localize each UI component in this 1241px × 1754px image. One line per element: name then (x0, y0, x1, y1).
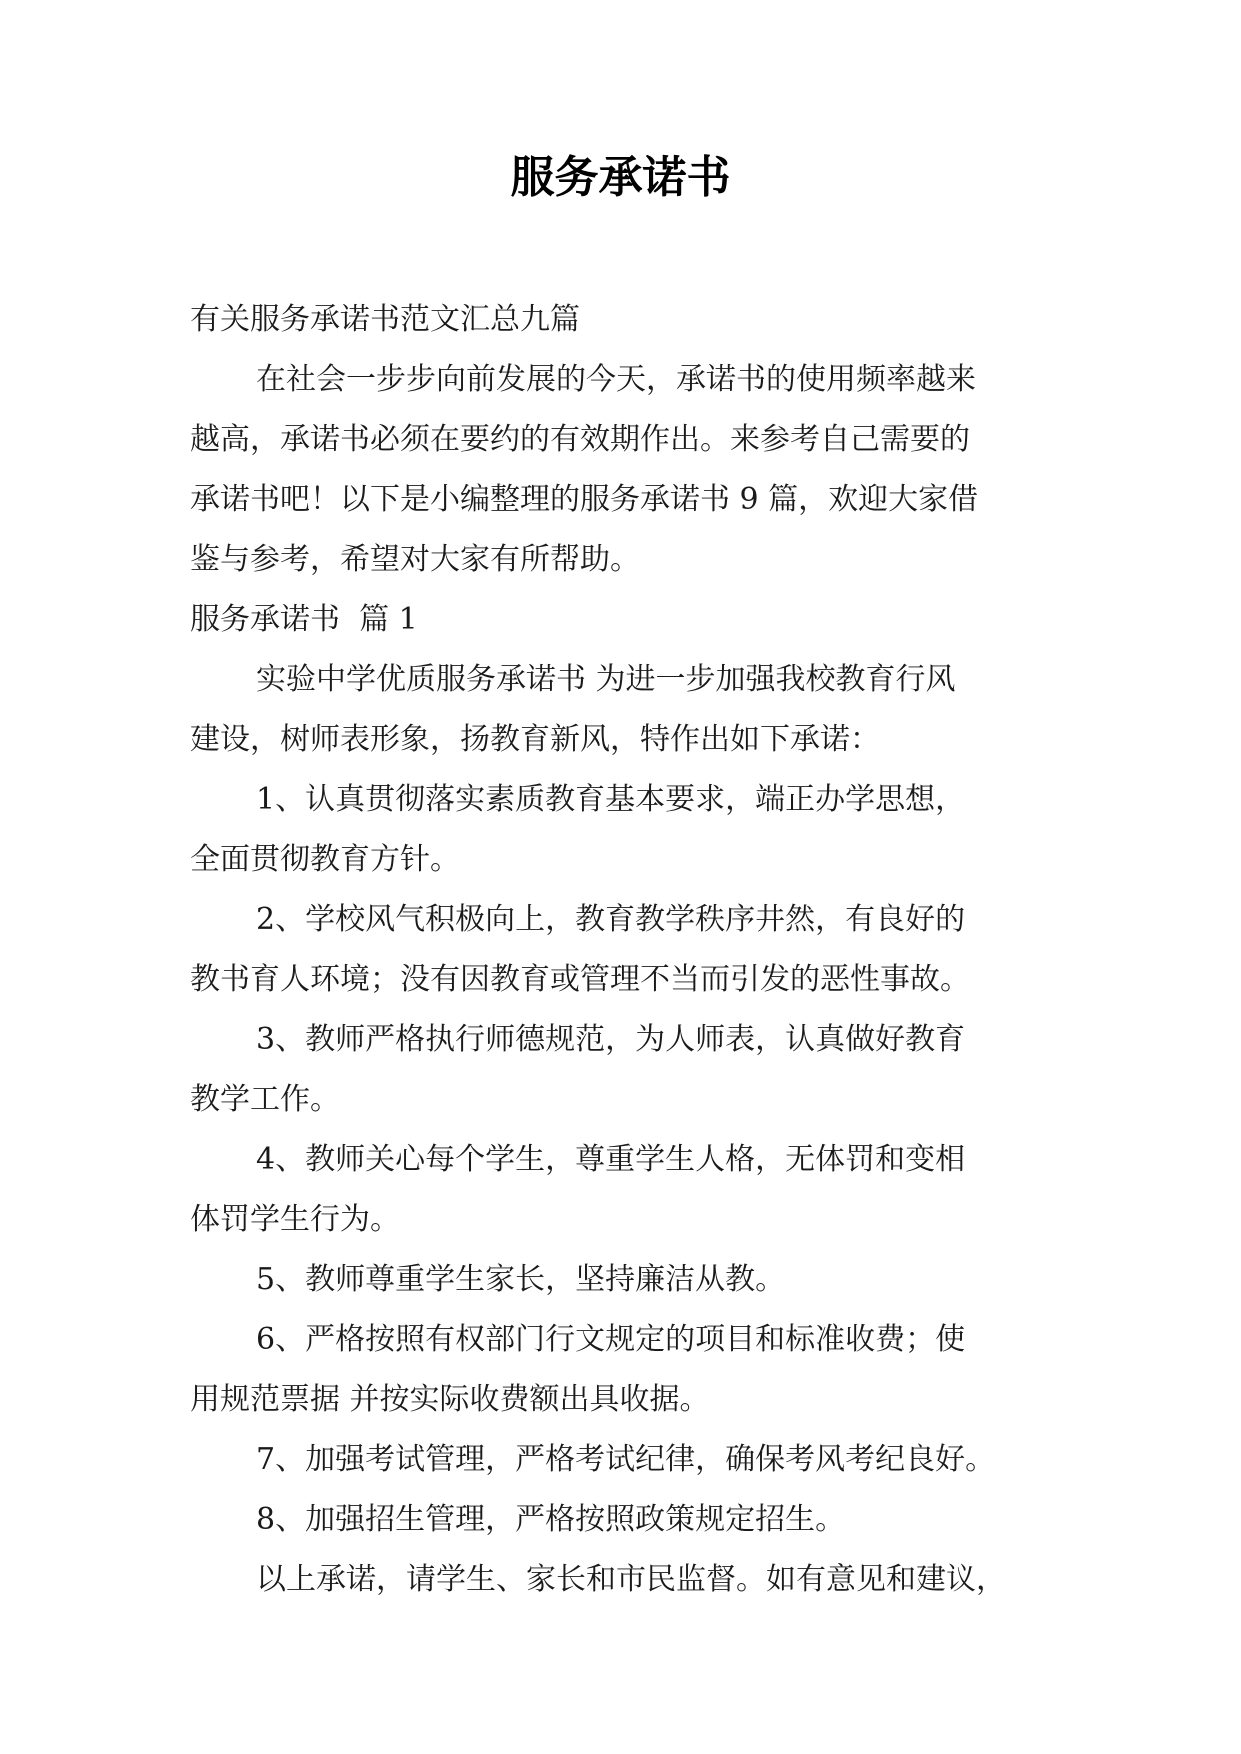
paragraph-line: 鉴与参考，希望对大家有所帮助。 (190, 542, 640, 577)
paragraph-line: 建设，树师表形象，扬教育新风，特作出如下承诺： (190, 722, 880, 757)
document-title: 服务承诺书 (510, 152, 731, 203)
list-item-line: 7、加强考试管理，严格考试纪律，确保考风考纪良好。 (256, 1442, 996, 1477)
paragraph-line: 承诺书吧！以下是小编整理的服务承诺书 9 篇，欢迎大家借 (190, 482, 979, 517)
list-item-line: 2、学校风气积极向上，教育教学秩序井然，有良好的 (256, 902, 966, 937)
list-item-line: 8、加强招生管理，严格按照政策规定招生。 (256, 1502, 846, 1537)
list-item-line: 3、教师严格执行师德规范，为人师表，认真做好教育 (256, 1022, 966, 1057)
section-heading: 服务承诺书 篇 1 (190, 602, 418, 637)
paragraph-line: 实验中学优质服务承诺书 为进一步加强我校教育行风 (256, 662, 956, 697)
list-item-line: 全面贯彻教育方针。 (190, 842, 460, 877)
document-body (190, 290, 1070, 1610)
document-subtitle: 有关服务承诺书范文汇总九篇 (190, 302, 580, 337)
list-item-line: 教学工作。 (190, 1082, 340, 1117)
list-item-line: 5、教师尊重学生家长，坚持廉洁从教。 (256, 1262, 786, 1297)
list-item-line: 6、严格按照有权部门行文规定的项目和标准收费；使 (256, 1322, 966, 1357)
list-item-line: 体罚学生行为。 (190, 1202, 400, 1237)
list-item-line: 教书育人环境；没有因教育或管理不当而引发的恶性事故。 (190, 962, 970, 997)
list-item-line: 1、认真贯彻落实素质教育基本要求，端正办学思想， (256, 782, 966, 817)
paragraph-line: 越高，承诺书必须在要约的有效期作出。来参考自己需要的 (190, 422, 970, 457)
paragraph-line: 在社会一步步向前发展的今天，承诺书的使用频率越来 (256, 362, 976, 397)
list-item-line: 4、教师关心每个学生，尊重学生人格，无体罚和变相 (256, 1142, 966, 1177)
paragraph-line: 以上承诺，请学生、家长和市民监督。如有意见和建议， (256, 1562, 1006, 1597)
list-item-line: 用规范票据 并按实际收费额出具收据。 (190, 1382, 710, 1417)
